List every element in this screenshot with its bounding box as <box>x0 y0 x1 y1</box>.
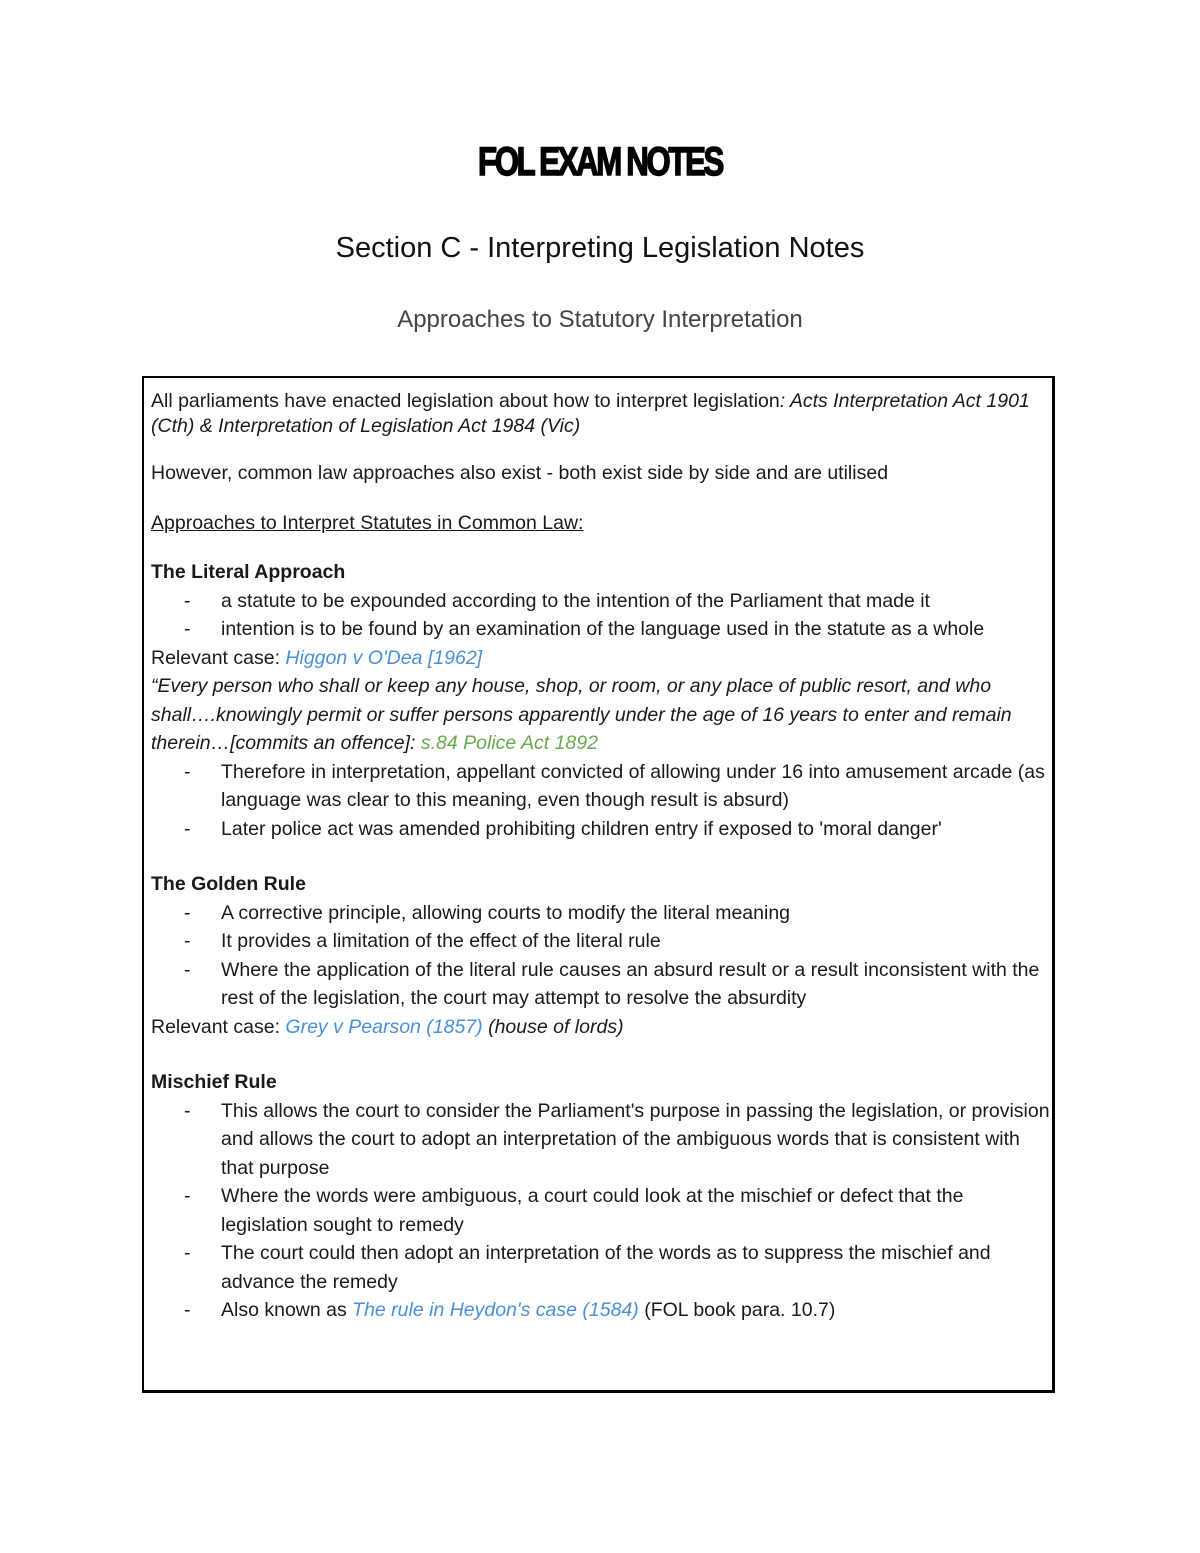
list-item: - Where the application of the literal rule causes an absurd result or a result inconsistent with the rest of the legislation, the court may attempt to resolve the absurdity <box>184 958 1040 1009</box>
literal-case: Relevant case: Higgon v O'Dea [1962] <box>151 646 483 669</box>
list-item: - Where the words were ambiguous, a court could look at the mischief or defect that the legislation sought to remedy <box>184 1185 964 1236</box>
literal-heading: The Literal Approach <box>151 561 346 583</box>
list-item: - This allows the court to consider the Parliament's purpose in passing the legislation, or provision and allows the court to adopt an interpretation of the ambiguous words that is consistent with that purpose <box>184 1099 1050 1179</box>
statute-reference: s.84 Police Act 1892 <box>420 732 598 754</box>
list-item: - Therefore in interpretation, appellant convicted of allowing under 16 into amusement arcade (as language was clear to this meaning, even though result is absurd) <box>184 760 1045 811</box>
golden-case: Relevant case: Grey v Pearson (1857) (house of lords) <box>151 1015 624 1038</box>
approaches-heading: Approaches to Interpret Statutes in Common Law: <box>151 511 584 534</box>
subsection-title: Approaches to Statutory Interpretation <box>397 306 803 333</box>
list-item: - Also known as The rule in Heydon's case (1584) (FOL book para. 10.7) <box>184 1299 836 1321</box>
list-item: - intention is to be found by an examination of the language used in the statute as a whole <box>184 618 985 640</box>
intro-paragraph: All parliaments have enacted legislation about how to interpret legislation: Acts Interpretation Act 1901 (Cth) & Interpretation of Legislation Act 1984 (Vic) <box>151 390 1030 437</box>
list-item: - a statute to be expounded according to the intention of the Parliament that made it <box>184 589 930 612</box>
document-title: FOL EXAM NOTES <box>477 140 723 184</box>
section-title: Section C - Interpreting Legislation Notes <box>335 232 865 264</box>
intro-text: All parliaments have enacted legislation about how to interpret legislation <box>151 390 780 412</box>
intro-acts: Acts Interpretation Act 1901 (Cth) & Interpretation of Legislation Act 1984 (Vic) <box>151 390 1030 437</box>
notes-content <box>151 389 1051 1325</box>
case-link-higgon[interactable]: Higgon v O'Dea [1962] <box>285 646 483 669</box>
list-item: - The court could then adopt an interpretation of the words as to suppress the mischief and advance the remedy <box>184 1242 991 1293</box>
list-item: - A corrective principle, allowing courts to modify the literal meaning <box>184 901 791 924</box>
golden-heading: The Golden Rule <box>151 873 306 895</box>
case-link-heydon[interactable]: The rule in Heydon's case (1584) <box>352 1299 639 1321</box>
however-paragraph: However, common law approaches also exist - both exist side by side and are utilised <box>151 462 889 484</box>
list-item: - Later police act was amended prohibiting children entry if exposed to 'moral danger' <box>184 817 942 840</box>
literal-quote: “Every person who shall or keep any house, shop, or room, or any place of public resort, and who shall….knowingly permit or suffer persons apparently under the age of 16 years to enter and remain therein…[commits an offence]: s.84 Police Act 1892 <box>151 675 1012 754</box>
mischief-heading: Mischief Rule <box>151 1071 277 1093</box>
case-link-grey[interactable]: Grey v Pearson (1857) <box>285 1015 483 1038</box>
list-item: - It provides a limitation of the effect of the literal rule <box>184 930 661 952</box>
